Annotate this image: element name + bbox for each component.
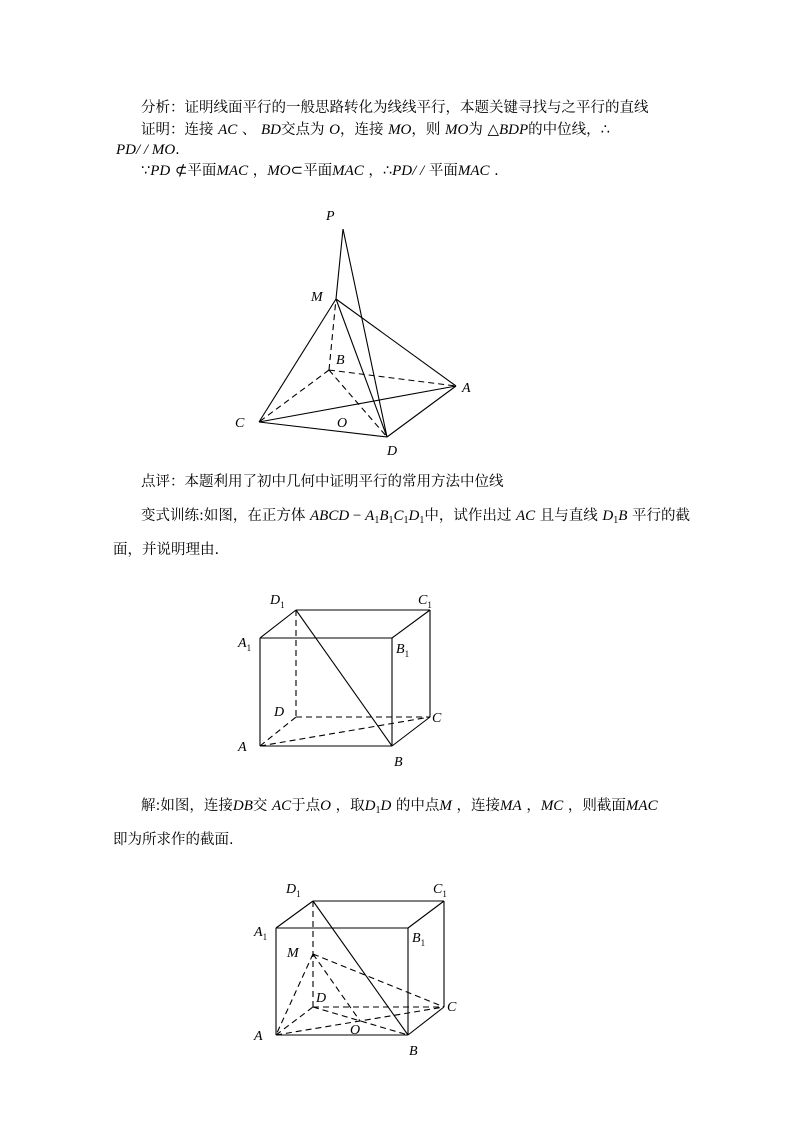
label-o: O	[350, 1023, 361, 1038]
proof-text: 平面	[303, 163, 333, 179]
label-a1: $A_1$	[238, 636, 252, 653]
label-b1: $B_1$	[396, 642, 410, 659]
subscript-1: 1	[388, 515, 394, 526]
math-d: D	[364, 798, 376, 814]
label-c: C	[432, 711, 442, 726]
math-b: B	[618, 508, 628, 524]
label-d: D	[387, 444, 398, 459]
math-c1: C	[393, 508, 404, 524]
edge-d1b	[313, 901, 408, 1035]
math-d: D	[380, 798, 392, 814]
subscript-1: 1	[613, 515, 619, 526]
math-ac: AC	[272, 798, 292, 814]
label-d: D	[274, 705, 285, 720]
proof-text: 为	[468, 122, 483, 138]
proof-text: 连接	[184, 122, 214, 138]
math-minus: −	[349, 508, 366, 524]
label-c1: $C_1$	[418, 593, 432, 610]
variant-text: 且与直线	[539, 508, 598, 524]
proof-text: .	[175, 142, 180, 158]
variant-text: 如图，在正方体	[203, 508, 306, 524]
math-db: DB	[232, 798, 253, 814]
variant-text: 平行的截	[631, 508, 690, 524]
math-mac: MAC	[625, 798, 658, 814]
solution-text: 即为所求作的截面.	[113, 832, 234, 848]
solution-text: ，	[526, 798, 541, 814]
proof-text: 平面	[428, 163, 458, 179]
label-a: A	[238, 740, 247, 755]
math-mo: MO	[388, 122, 412, 138]
math-o: O	[320, 798, 332, 814]
solution-text: 于点	[291, 798, 321, 814]
math-mc: MC	[540, 798, 564, 814]
proof-text: ，∴	[368, 163, 393, 179]
proof-label: 证明：	[141, 122, 185, 138]
label-c: C	[447, 1000, 457, 1015]
math-a1: A	[365, 508, 375, 524]
proof-text: ，则	[411, 122, 441, 138]
math-mo: MO	[445, 122, 469, 138]
label-d: D	[316, 991, 327, 1006]
not-subset-symbol: ⊄	[174, 163, 188, 179]
math-b1: B	[379, 508, 389, 524]
label-c: C	[235, 416, 245, 431]
because-symbol: ∵	[141, 163, 151, 179]
subscript-1: 1	[419, 515, 425, 526]
subscript-1: 1	[374, 515, 380, 526]
proof-text: 交点为	[281, 122, 325, 138]
label-m: M	[287, 946, 299, 961]
label-a1: $A_1$	[254, 925, 268, 942]
math-pd: PD	[150, 163, 171, 179]
edge-mc	[313, 954, 444, 1007]
math-ac: AC	[515, 508, 536, 524]
proof-text: ，连接	[339, 122, 384, 138]
proof-text: .	[494, 163, 499, 179]
variant-label: 变式训练:	[141, 508, 204, 524]
solution-label: 解:	[141, 798, 161, 814]
solution-text: 的中点	[395, 798, 440, 814]
section-solid-edges	[276, 901, 444, 1035]
label-a: A	[254, 1029, 263, 1044]
math-mac: MAC	[457, 163, 490, 179]
math-abcd: ABCD	[310, 508, 350, 524]
math-bd: BD	[261, 122, 281, 138]
math-d: D	[602, 508, 614, 524]
proof-text: 、	[241, 122, 257, 138]
comment-label: 点评：	[141, 474, 185, 490]
label-c1: $C_1$	[433, 882, 447, 899]
edge-bc	[408, 1007, 444, 1035]
edge-b1c1	[408, 901, 444, 928]
edge-ad	[276, 1007, 313, 1035]
triangle-symbol: △	[487, 122, 499, 138]
proof-text: 平面	[187, 163, 217, 179]
math-ac: AC	[218, 122, 238, 138]
math-d1: D	[408, 508, 420, 524]
label-p: P	[326, 209, 335, 224]
variant-text: 中，试作出过	[424, 508, 512, 524]
subset-symbol: ⊂	[290, 163, 304, 179]
math-mac: MAC	[216, 163, 249, 179]
label-b: B	[336, 353, 345, 368]
label-b1: $B_1$	[412, 931, 426, 948]
label-o: O	[337, 416, 348, 431]
solution-text: ，则截面	[567, 798, 626, 814]
label-b: B	[394, 755, 403, 770]
solution-text: ，取	[335, 798, 365, 814]
math-mac: MAC	[332, 163, 364, 179]
variant-text: 面，并说明理由.	[113, 542, 220, 558]
subscript-1: 1	[403, 515, 409, 526]
label-d1: $D_1$	[270, 593, 285, 610]
analysis-text: 证明线面平行的一般思路转化为线线平行，本题关键寻找与之平行的直线	[184, 100, 649, 116]
edge-ma	[276, 954, 313, 1035]
label-d1: $D_1$	[286, 882, 301, 899]
solution-text: 交	[252, 798, 268, 814]
math-pd-parallel-mo: PD/ / MO	[116, 142, 176, 158]
edge-a1d1	[276, 901, 313, 928]
solution-text: ，连接	[456, 798, 501, 814]
math-pd-parallel: PD/ /	[392, 163, 425, 179]
math-o: O	[329, 122, 340, 138]
label-a: A	[462, 381, 471, 396]
comment-text: 本题利用了初中几何中证明平行的常用方法中位线	[184, 474, 504, 490]
math-ma: MA	[500, 798, 522, 814]
solution-text: 如图，连接	[160, 798, 233, 814]
label-b: B	[409, 1044, 418, 1059]
label-m: M	[311, 290, 323, 305]
math-bdp: BDP	[498, 122, 529, 138]
proof-text: ，	[252, 163, 268, 179]
proof-text: 的中位线，∴	[528, 122, 610, 138]
math-m: M	[439, 798, 452, 814]
subscript-1: 1	[375, 805, 381, 816]
math-mo: MO	[267, 163, 291, 179]
analysis-label: 分析：	[141, 100, 185, 116]
